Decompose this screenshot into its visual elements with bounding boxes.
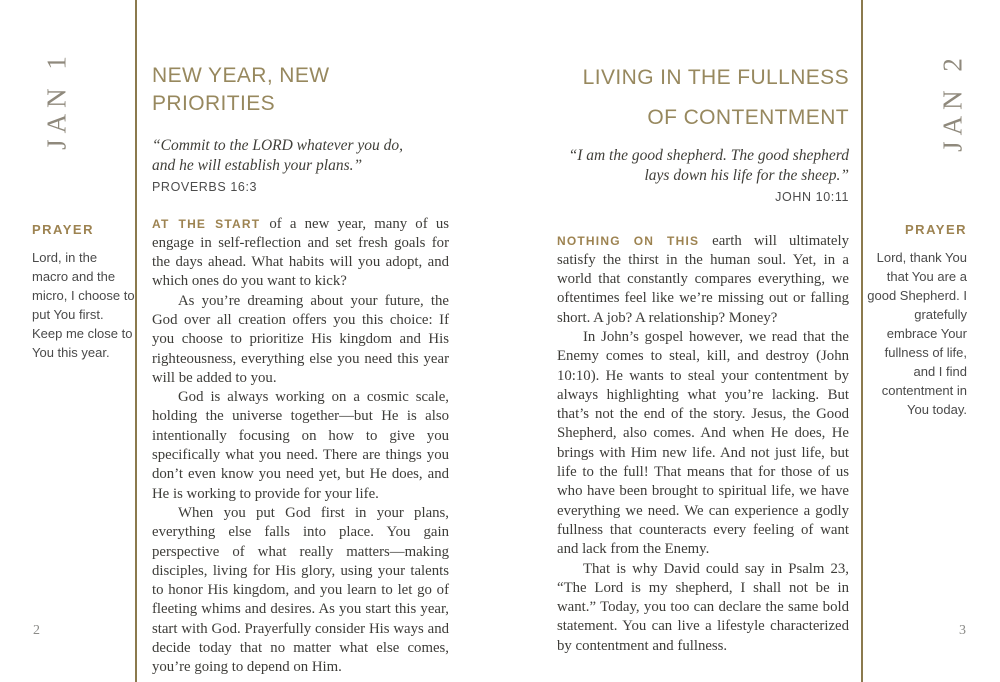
right-prayer-text: Lord, thank You that You are a good Shepherd. I gratefully embrace Your fullness of life, and I find contentment in You today. xyxy=(867,250,967,417)
right-quote-line-2: lays down his life for the sheep.” xyxy=(644,166,849,184)
right-title-line-1: LIVING IN THE FULLNESS xyxy=(582,66,849,89)
right-quote-line-1: “I am the good shepherd. The good shepherd xyxy=(568,147,849,164)
left-page-content xyxy=(152,62,449,678)
right-prayer-section xyxy=(863,222,967,419)
left-scripture-quote xyxy=(152,136,449,198)
right-devotional-body xyxy=(557,232,849,657)
right-page-number: 3 xyxy=(959,623,966,638)
right-page-content xyxy=(557,58,849,656)
body-paragraph: That is why David could say in Psalm 23, “The Lord is my shepherd, I shall not be in want.” Today, you too can declare the same bold statement. You can live a lifestyle characterized by contentment and fullness. xyxy=(557,560,849,654)
paragraph-lead-in: AT THE START xyxy=(152,216,270,231)
left-quote-line-2: and he will establish your plans.” xyxy=(152,156,363,174)
left-devotional-body xyxy=(152,215,449,678)
right-page-title xyxy=(557,58,849,138)
left-prayer-heading: PRAYER xyxy=(32,222,94,237)
left-scripture-reference: PROVERBS 16:3 xyxy=(152,180,258,194)
left-date-tab: JAN 1 xyxy=(41,50,72,150)
left-quote-line-1: “Commit to the LORD whatever you do, xyxy=(152,137,403,154)
left-prayer-text: Lord, in the macro and the micro, I choose to put You first. Keep me close to You this year. xyxy=(32,250,135,360)
body-paragraph: AT THE START of a new year, many of us engage in self-reflection and set fresh goals for the days ahead. What habits will you adopt, and which ones do you want to kick? xyxy=(152,215,449,290)
right-date-tab: JAN 2 xyxy=(937,52,968,152)
right-scripture-reference: JOHN 10:11 xyxy=(775,190,849,204)
left-page-title: NEW YEAR, NEW PRIORITIES xyxy=(152,64,330,115)
right-scripture-quote xyxy=(557,146,849,208)
body-paragraph: As you’re dreaming about your future, the God over all creation offers you this choice: If you choose to prioritize His kingdom and His righteousness, everything else you need this year will be added to you. xyxy=(152,292,449,386)
paragraph-lead-in: NOTHING ON THIS xyxy=(557,233,713,248)
left-prayer-section xyxy=(32,222,136,362)
body-paragraph: NOTHING ON THIS earth will ultimately satisfy the thirst in the human soul. Yet, in a world that constantly compares everything, we oftentimes feel like we’re missing out or falling short. A job? A relationship? Money? xyxy=(557,232,849,326)
body-paragraph: God is always working on a cosmic scale, holding the universe together—but He is also intentionally focusing on how to give you specifically what you need. There are things you don’t even know you need yet, but He does, and He is working to provide for your life. xyxy=(152,389,449,502)
body-paragraph: When you put God first in your plans, everything else falls into place. You gain perspective of what really matters—making disciples, living for His glory, using your talents to honor His kingdom, and you learn to let go of fleeting whims and desires. As you start this year, start with God. Prayerfully consider His ways and decide today that no matter what else comes, you’re going to depend on Him. xyxy=(152,504,449,676)
left-page-number: 2 xyxy=(33,623,40,638)
right-prayer-heading: PRAYER xyxy=(905,222,967,237)
right-title-line-2: OF CONTENTMENT xyxy=(647,106,849,129)
body-paragraph: In John’s gospel however, we read that the Enemy comes to steal, kill, and destroy (John 10:10). He wants to steal your contentment by always highlighting what you’re lacking. But that’s not the end of the story. Jesus, the Good Shepherd, also comes. And when He does, He brings with Him new life. And not just life, but life to the full! That means that for those of us who have been brought to spiritual life, we have everything we need. We can experience a godly fullness that counteracts every feeling of want and lack from the Enemy. xyxy=(557,328,849,558)
